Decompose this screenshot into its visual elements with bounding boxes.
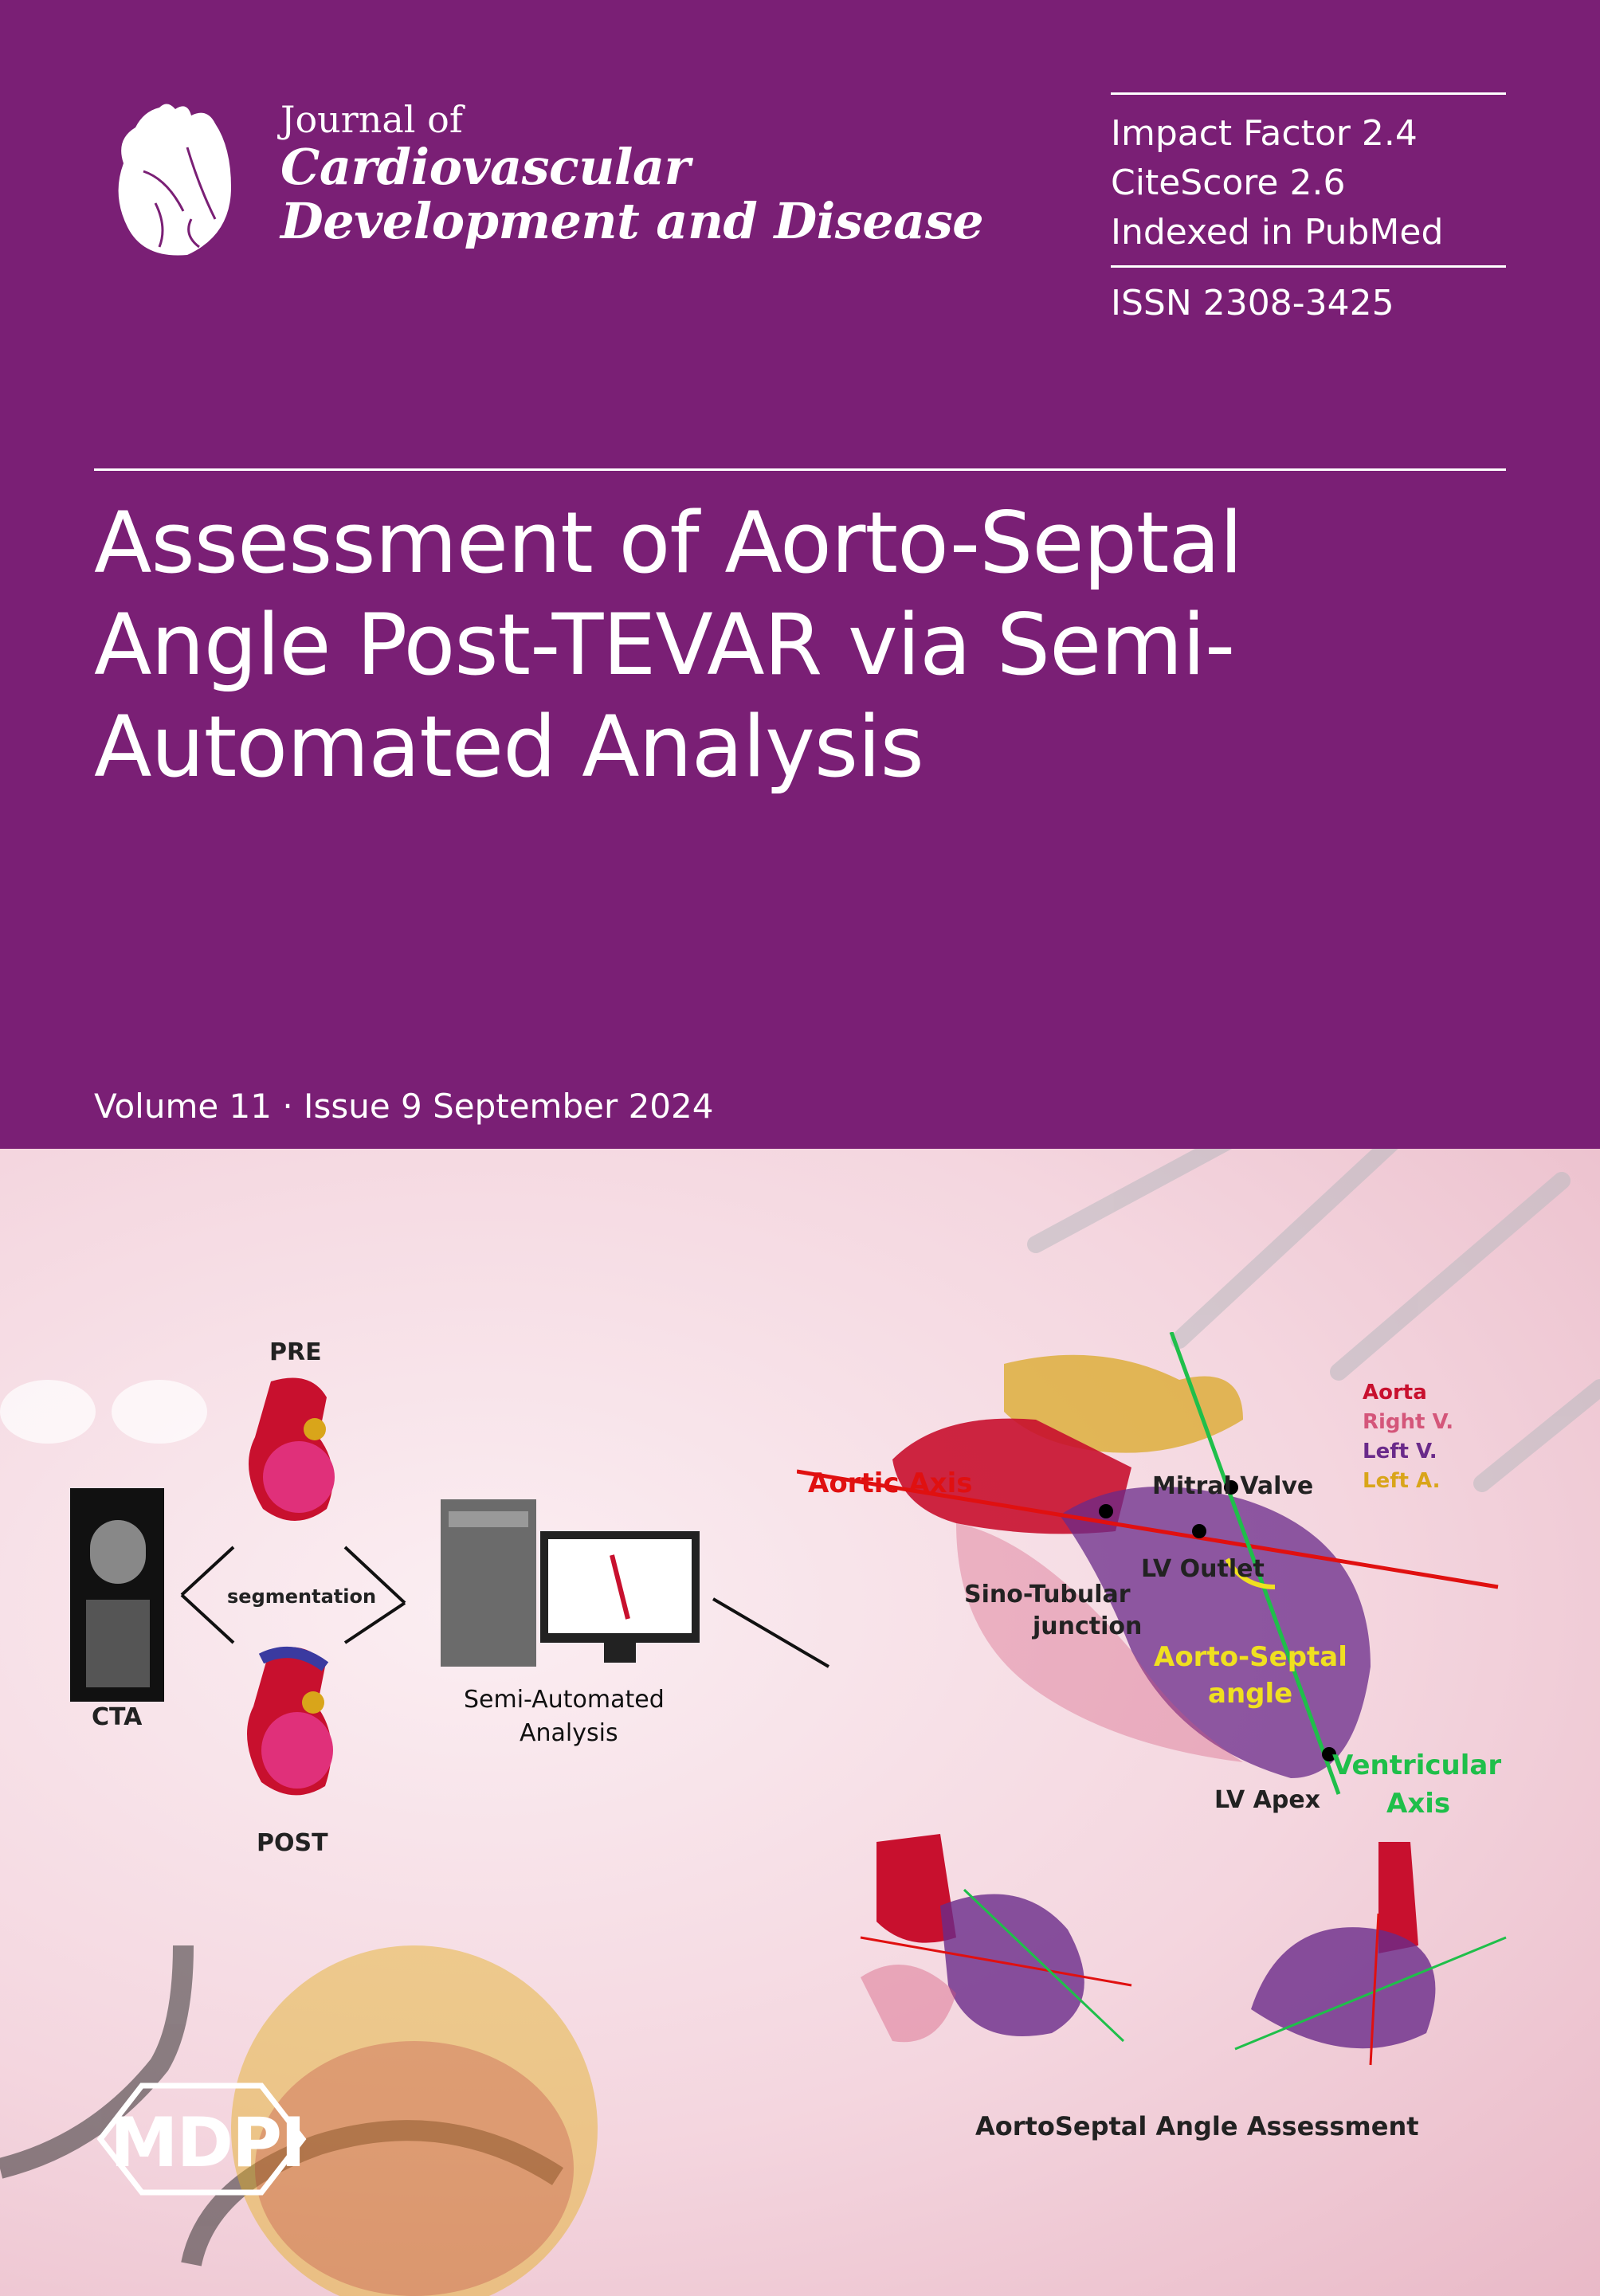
heart-logo-icon <box>112 100 239 259</box>
cta-label: CTA <box>92 1703 143 1731</box>
issue-line: Volume 11 · Issue 9 September 2024 <box>94 1087 714 1126</box>
journal-title-line3: Development and Disease <box>280 191 984 250</box>
figure-caption: AortoSeptal Angle Assessment <box>975 2111 1419 2141</box>
post-label: POST <box>257 1829 328 1857</box>
lv-outlet-label: LV Outlet <box>1141 1555 1265 1583</box>
impact-factor: Impact Factor 2.4 <box>1111 113 1418 154</box>
pre-heart-model <box>239 1373 343 1533</box>
title-divider <box>94 468 1506 471</box>
issn: ISSN 2308-3425 <box>1111 283 1394 323</box>
mdpi-text: MDPI <box>110 2103 304 2183</box>
segmentation-label: segmentation <box>227 1585 377 1608</box>
article-title: Assessment of Aorto-Septal Angle Post-TEVAR via Semi-Automated Analysis <box>94 494 1242 796</box>
indexed-in: Indexed in PubMed <box>1111 212 1444 253</box>
heart-view-right <box>1219 1834 1522 2073</box>
pre-label: PRE <box>269 1338 322 1366</box>
legend-left-a: Left A. <box>1363 1469 1441 1493</box>
journal-metrics <box>1111 92 1506 328</box>
heart-view-left <box>845 1826 1147 2065</box>
aortic-axis-label: Aortic Axis <box>808 1467 973 1499</box>
journal-title-line2: Cardiovascular <box>280 137 690 196</box>
legend-right-v: Right V. <box>1363 1410 1454 1434</box>
angle-label: angle <box>1208 1678 1293 1710</box>
junction-label: junction <box>1033 1612 1143 1640</box>
aorto-septal-label: Aorto-Septal <box>1154 1641 1347 1673</box>
lv-apex-label: LV Apex <box>1214 1786 1321 1814</box>
axis-label: Axis <box>1386 1788 1451 1820</box>
legend-left-v: Left V. <box>1363 1440 1437 1463</box>
sino-tubular-label: Sino-Tubular <box>964 1581 1131 1608</box>
citescore: CiteScore 2.6 <box>1111 163 1346 203</box>
journal-title <box>280 100 983 249</box>
analysis-label: Analysis <box>520 1719 618 1747</box>
ventricular-label: Ventricular <box>1332 1749 1502 1781</box>
computer-icon <box>437 1499 700 1675</box>
legend-aorta: Aorta <box>1363 1381 1427 1405</box>
cta-scan-image <box>70 1488 164 1702</box>
post-heart-model <box>237 1643 345 1810</box>
structure-legend <box>1363 1378 1453 1496</box>
journal-title-line1: Journal of <box>280 98 463 141</box>
semi-automated-label: Semi-Automated <box>464 1686 665 1714</box>
mitral-valve-label: Mitral Valve <box>1152 1472 1314 1500</box>
